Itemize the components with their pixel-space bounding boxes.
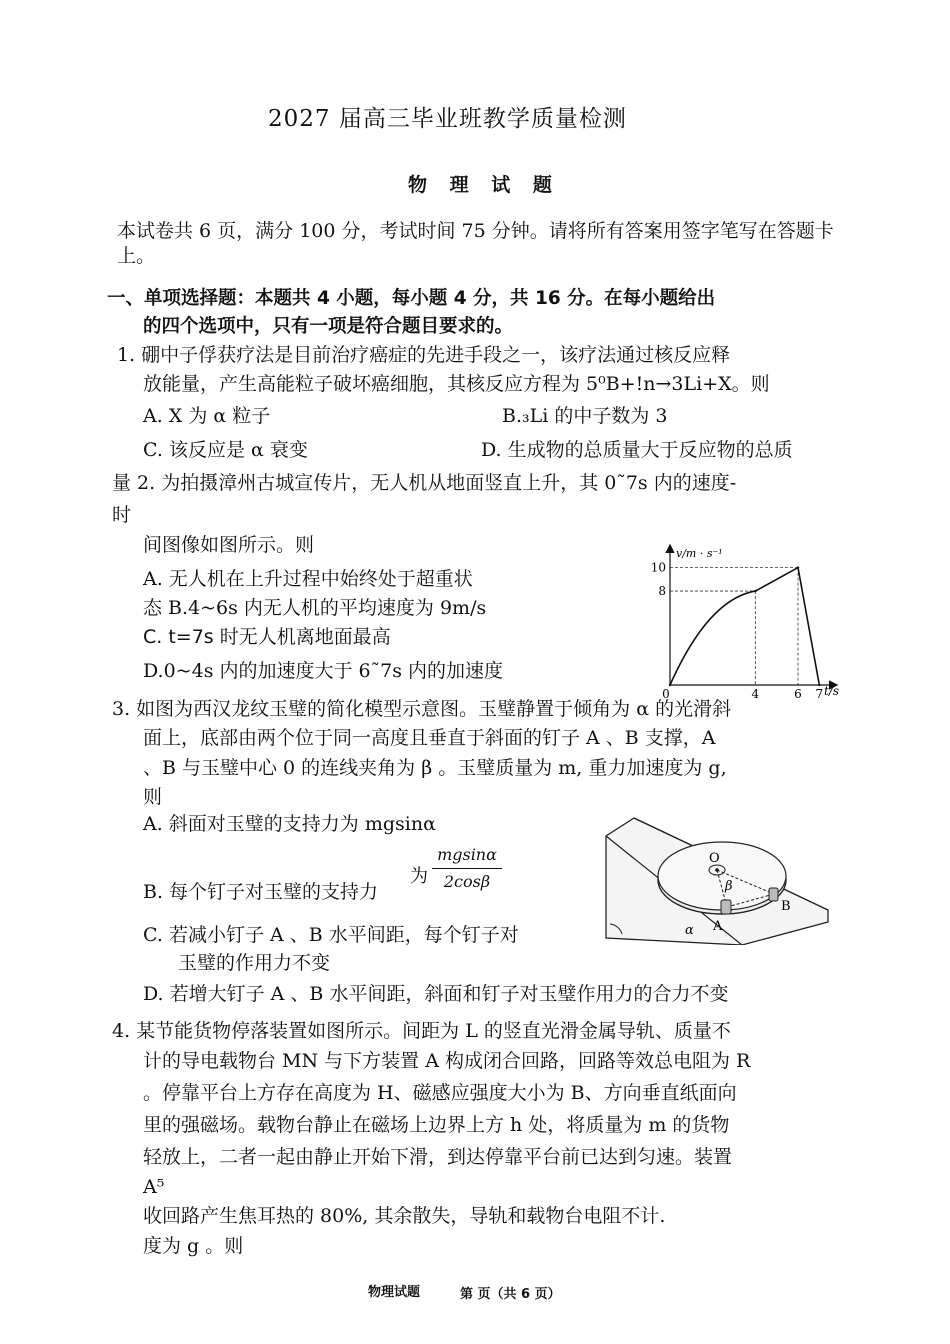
q1-option-c: C. 该反应是 α 衰变 (143, 439, 308, 461)
q2-stem: 量 2. 为拍摄漳州古城宣传片，无人机从地面竖直上升，其 0˜7s 内的速度- (112, 472, 737, 494)
label-b: B (781, 899, 791, 914)
q2-option-c: C. t=7s 时无人机离地面最高 (143, 626, 391, 648)
fraction-bar (432, 868, 502, 869)
q3-option-c-cont: 玉璧的作用力不变 (178, 952, 331, 974)
section-heading: 一、单项选择题：本题共 4 小题，每小题 4 分，共 16 分。在每小题给出 (107, 288, 716, 309)
q3-option-a: A. 斜面对玉璧的支持力为 mgsinα (143, 813, 436, 835)
label-alpha: α (685, 923, 694, 938)
label-a: A (713, 919, 723, 934)
x-tick-label: 6 (794, 687, 802, 701)
label-o: O (709, 851, 720, 866)
q3-option-d: D. 若增大钉子 A 、B 水平间距，斜面和钉子对玉璧作用力的合力不变 (143, 983, 729, 1005)
formula-numerator: mgsinα (437, 845, 497, 864)
intro-text: 本试卷共 6 页，满分 100 分，考试时间 75 分钟。请将所有答案用签字笔写在答题卡 (117, 220, 834, 242)
q2-option-b: 态 B.4~6s 内无人机的平均速度为 9m/s (143, 597, 487, 619)
q1-option-d: D. 生成物的总质量大于反应物的总质 (481, 439, 793, 461)
y-tick-label: 10 (650, 560, 666, 575)
footer-page-number: 第 页（共 6 页） (460, 1287, 561, 1302)
q3-stem-cont: 面上，底部由两个位于同一高度且垂直于斜面的钉子 A 、B 支撑，A (143, 727, 716, 749)
x-axis-label: t/s (824, 684, 840, 698)
footer-subject: 物理试题 (368, 1285, 421, 1300)
q3-option-c: C. 若减小钉子 A 、B 水平间距，每个钉子对 (143, 924, 519, 946)
data-point (797, 566, 799, 568)
jade-disc-incline-figure (600, 810, 835, 945)
q4-stem-cont7: 度为 g 。则 (143, 1235, 244, 1257)
q4-stem-cont3: 里的强磁场。载物台静止在磁场上边界上方 h 处，将质量为 m 的货物 (143, 1114, 730, 1136)
q2-stem-cont: 间图像如图所示。则 (143, 534, 315, 556)
q4-stem-cont2: 。停靠平台上方存在高度为 H、磁感应强度大小为 B、方向垂直纸面向 (143, 1082, 737, 1104)
q1-stem: 1. 硼中子俘获疗法是目前治疗癌症的先进手段之一，该疗法通过核反应释 (117, 344, 731, 366)
q2-option-a: A. 无人机在上升过程中始终处于超重状 (143, 568, 473, 590)
page-title: 2027 届高三毕业班教学质量检测 (268, 106, 627, 132)
q4-stem-cont5: A⁵ (143, 1176, 165, 1198)
q4-stem: 4. 某节能货物停落装置如图所示。间距为 L 的竖直光滑金属导轨、质量不 (112, 1020, 731, 1042)
q2-stem-wrap: 时 (112, 504, 132, 526)
q3-stem: 3. 如图为西汉龙纹玉璧的简化模型示意图。玉璧静置于倾角为 α 的光滑斜 (112, 698, 732, 720)
q4-stem-cont6: 收回路产生焦耳热的 80%, 其余散失，导轨和载物台电阻不计. (143, 1205, 666, 1227)
q4-stem-cont: 计的导电载物台 MN 与下方装置 A 构成闭合回路，回路等效总电阻为 R (143, 1050, 751, 1072)
q3-stem-cont3: 则 (143, 786, 163, 808)
q2-option-d: D.0~4s 内的加速度大于 6˜7s 内的加速度 (143, 660, 503, 682)
q3-stem-cont2: 、B 与玉璧中心 0 的连线夹角为 β 。玉璧质量为 m, 重力加速度为 g, (143, 757, 727, 779)
y-axis-label: v/m · s⁻¹ (676, 547, 723, 560)
x-tick-label: 7 (815, 687, 824, 701)
velocity-time-chart (640, 543, 840, 703)
y-tick-label: 8 (658, 584, 666, 599)
q4-stem-cont4: 轻放上，二者一起由静止开始下滑，到达停靠平台前已达到匀速。装置 (143, 1146, 733, 1168)
section-heading-cont: 的四个选项中，只有一项是符合题目要求的。 (143, 316, 514, 337)
q3-option-b: B. 每个钉子对玉璧的支持力 (143, 881, 379, 903)
data-point (669, 684, 671, 686)
velocity-series-line (670, 568, 819, 685)
data-point (754, 590, 756, 592)
x-tick-label: 0 (662, 687, 670, 701)
page-subtitle: 物 理 试 题 (408, 174, 560, 196)
x-tick-label: 4 (751, 687, 760, 701)
q1-stem-cont: 放能量，产生高能粒子破坏癌细胞，其核反应方程为 5⁰B+!n→3Li+X。则 (143, 373, 770, 395)
formula-denominator: 2cosβ (443, 872, 491, 891)
intro-text-cont: 上。 (117, 245, 156, 267)
q1-option-a: A. X 为 α 粒子 (143, 405, 271, 427)
label-beta: β (725, 879, 733, 894)
data-point (818, 684, 820, 686)
q3-option-b-wei: 为 (410, 866, 428, 887)
q1-option-b: B.₃Li 的中子数为 3 (502, 405, 668, 427)
